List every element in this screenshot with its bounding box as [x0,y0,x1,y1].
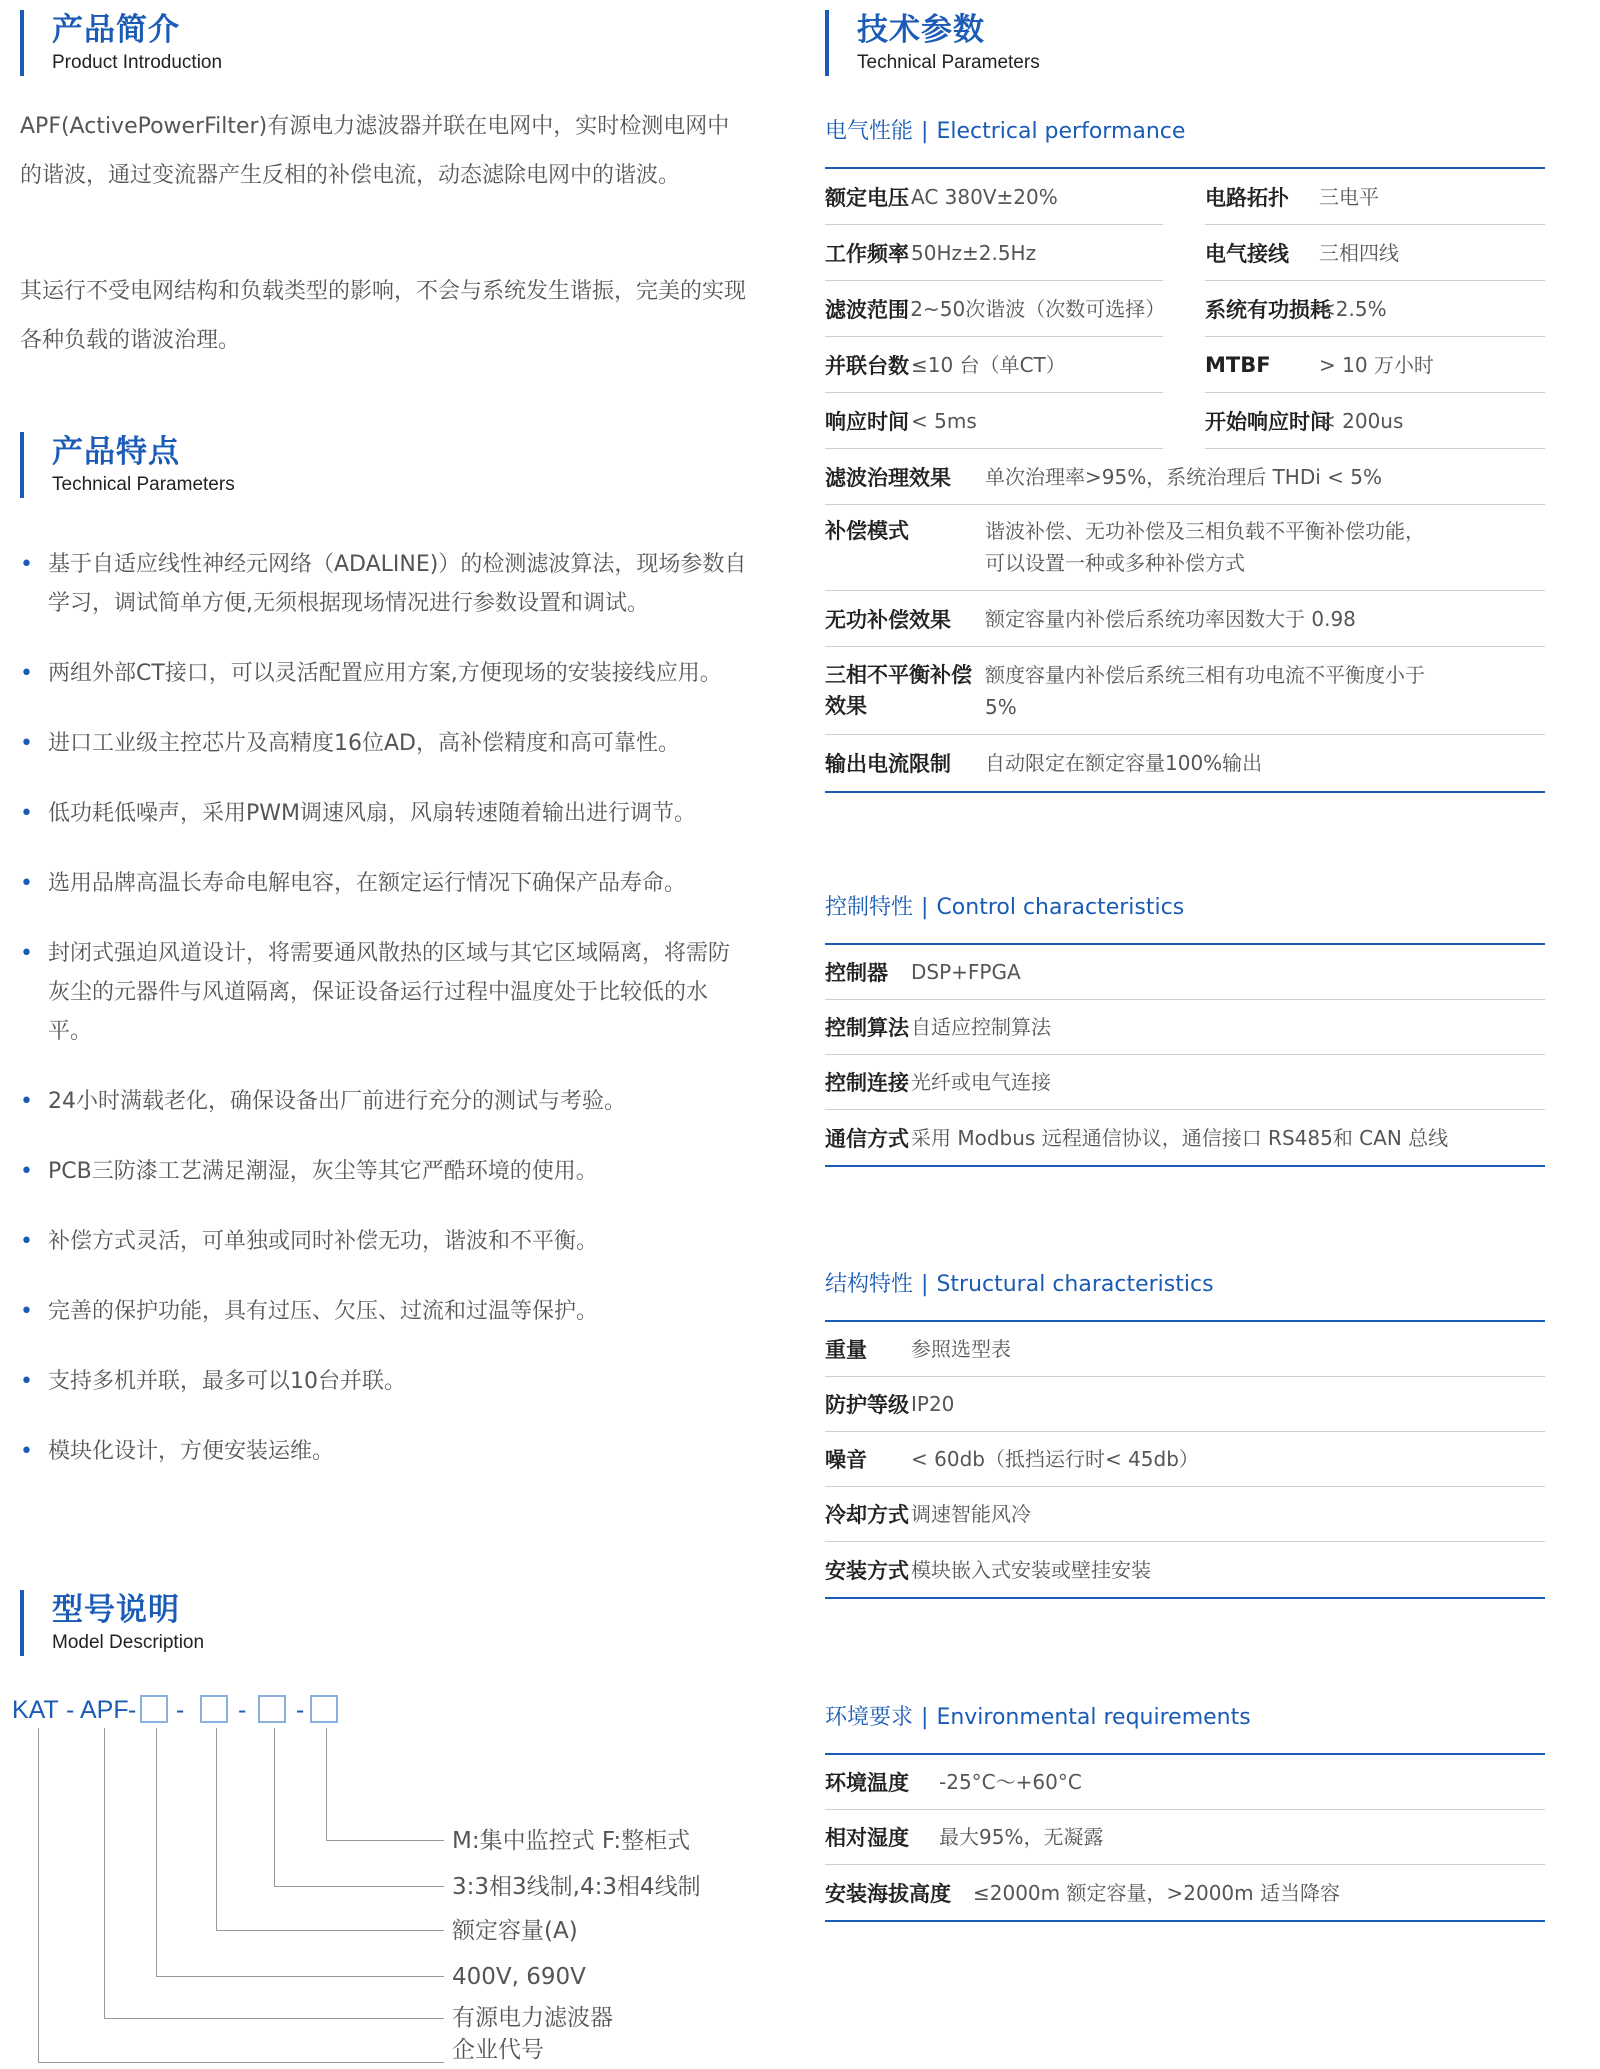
param-value: <2.5% [1319,296,1387,321]
structural-title-zh: 结构特性 [825,1272,914,1297]
param-cell [825,337,1163,393]
environment-title-sep: | [921,1705,929,1730]
param-value: 调速智能风冷 [911,1502,1031,1526]
tech-header [825,10,1040,76]
param-key: 无功补偿效果 [825,607,951,632]
param-key: 控制算法 [825,1016,909,1040]
feature-text: 基于自适应线性神经元网络（ADALINE)）的检测滤波算法，现场参数自学习，调试简单方便,无须根据现场情况进行参数设置和调试。 [48,552,747,616]
param-key: 电路拓扑 [1205,185,1289,210]
param-row [825,393,1545,449]
feature-item [20,864,750,903]
feature-item [20,1362,750,1401]
param-key: 重量 [825,1338,867,1362]
param-key: 滤波范围 [825,297,909,322]
param-row [825,281,1545,337]
feature-text: 封闭式强迫风道设计，将需要通风散热的区域与其它区域隔离，将需防灰尘的元器件与风道隔离，保证设备运行过程中温度处于比较低的水平。 [48,941,731,1044]
param-key: 相对湿度 [825,1826,909,1850]
param-key: 安装方式 [825,1558,909,1583]
param-row [825,945,1545,1000]
bullet-icon: • [20,871,33,896]
param-row [825,505,1545,591]
param-cell [1205,281,1545,337]
feature-item [20,1152,750,1191]
model-line-apf-v [104,1728,105,2018]
feature-item [20,1432,750,1471]
param-value: DSP+FPGA [911,960,1021,984]
param-key: 通信方式 [825,1126,909,1151]
model-code-kat: KAT [12,1696,59,1724]
param-key: 输出电流限制 [825,752,951,776]
model-line-voltage-v [156,1728,157,1976]
param-value: 采用 Modbus 远程通信协议，通信接口 RS485和 CAN 总线 [911,1125,1449,1150]
param-value: ≤10 台（单CT） [911,352,1066,377]
intro-header [20,10,222,76]
bullet-icon: • [20,1439,33,1464]
model-label-wiring: 3:3相3线制,4:3相4线制 [452,1874,701,1900]
model-slot-wiring [258,1695,286,1723]
model-subtitle: Model Description [52,1632,205,1653]
bullet-icon: • [20,1089,33,1114]
model-line-kat-h [38,2062,444,2063]
param-value: 光纤或电气连接 [911,1070,1051,1094]
model-code-dash-3: - [176,1696,185,1724]
param-row [825,591,1545,647]
feature-item [20,724,750,763]
param-value: 额度容量内补偿后系统三相有功电流不平衡度小于5% [985,662,1425,719]
param-key: MTBF [1205,352,1271,377]
param-cell [1205,393,1545,449]
param-row [825,1542,1545,1597]
features-header [20,432,235,498]
structural-title-sep: | [921,1272,929,1297]
structural-table [825,1320,1545,1599]
feature-text: 完善的保护功能，具有过压、欠压、过流和过温等保护。 [48,1299,599,1324]
param-value: AC 380V±20% [911,184,1058,209]
tech-title: 技术参数 [857,12,985,48]
model-line-voltage-h [156,1976,444,1977]
feature-item [20,934,750,1051]
param-key: 冷却方式 [825,1503,909,1527]
feature-item [20,654,750,693]
intro-subtitle: Product Introduction [52,52,223,73]
param-cell [825,169,1163,225]
param-row [825,1487,1545,1542]
model-code-dash-5: - [296,1696,305,1724]
bullet-icon: • [20,1369,33,1394]
param-cell [1205,169,1545,225]
param-row [825,1432,1545,1487]
param-key: 电气接线 [1205,241,1289,266]
structural-title [825,1270,1214,1300]
param-row [825,1865,1545,1920]
environment-title-en: Environmental requirements [936,1705,1251,1730]
intro-paragraph-2: 其运行不受电网结构和负载类型的影响，不会与系统发生谐振，完美的实现各种负载的谐波治理。 [20,279,747,353]
bullet-icon: • [20,1159,33,1184]
feature-text: 选用品牌高温长寿命电解电容，在额定运行情况下确保产品寿命。 [48,871,687,896]
param-row [825,1810,1545,1865]
param-row [825,1377,1545,1432]
param-value: 模块嵌入式安装或壁挂安装 [911,1557,1151,1582]
model-line-wiring-h [274,1886,444,1887]
param-cell [825,225,1163,281]
param-key: 控制器 [825,961,888,985]
param-key: 并联台数 [825,353,909,378]
param-key: 控制连接 [825,1071,909,1095]
param-value: -25°C～+60°C [939,1770,1082,1794]
param-row [825,647,1545,735]
param-row [825,337,1545,393]
control-table [825,943,1545,1167]
feature-text: 两组外部CT接口，可以灵活配置应用方案,方便现场的安装接线应用。 [48,661,722,686]
model-label-voltage: 400V, 690V [452,1964,586,1990]
model-line-type-h [326,1840,444,1841]
param-key: 防护等级 [825,1393,909,1417]
feature-text: 进口工业级主控芯片及高精度16位AD，高补偿精度和高可靠性。 [48,731,680,756]
model-header [20,1590,204,1656]
feature-text: 低功耗低噪声，采用PWM调速风扇，风扇转速随着输出进行调节。 [48,801,697,826]
model-line-kat-v [38,1728,39,2062]
model-label-company: 企业代号 [452,2037,544,2063]
param-value: 单次治理率>95%，系统治理后 THDi < 5% [985,464,1382,489]
model-line-capacity-h [216,1930,444,1931]
param-key: 额定电压 [825,185,909,210]
param-value: IP20 [911,1392,955,1416]
model-code-dash-1: - [66,1696,75,1724]
param-row [825,735,1545,791]
param-row [825,1755,1545,1810]
electrical-title-en: Electrical performance [936,119,1186,144]
feature-list [20,545,750,1502]
control-title [825,893,1184,923]
model-title: 型号说明 [52,1592,180,1628]
features-subtitle: Technical Parameters [52,474,235,495]
param-row [825,169,1545,225]
param-value: 最大95%，无凝露 [939,1825,1104,1849]
param-row [825,1110,1545,1165]
param-key: 补偿模式 [825,519,909,543]
param-value: < 200us [1319,408,1404,433]
feature-item [20,1082,750,1121]
model-slot-capacity [200,1695,228,1723]
model-slot-voltage [140,1695,168,1723]
param-key: 滤波治理效果 [825,465,951,490]
param-cell [1205,337,1545,393]
param-key: 三相不平衡补偿效果 [825,662,972,718]
param-value: < 5ms [911,408,977,433]
electrical-title-sep: | [921,119,929,144]
param-value: 2~50次谐波（次数可选择） [910,296,1166,321]
param-value: 三相四线 [1319,240,1399,265]
param-value: 自动限定在额定容量100%输出 [985,751,1263,775]
intro-paragraph-1: APF(ActivePowerFilter)有源电力滤波器并联在电网中，实时检测电网中的谐波，通过变流器产生反相的补偿电流，动态滤除电网中的谐波。 [20,114,730,188]
feature-item [20,794,750,833]
feature-text: PCB三防漆工艺满足潮湿，灰尘等其它严酷环境的使用。 [48,1159,598,1184]
features-title: 产品特点 [52,434,180,470]
control-title-zh: 控制特性 [825,895,914,920]
param-row [825,1000,1545,1055]
feature-item [20,1292,750,1331]
param-cell [1205,225,1545,281]
model-line-apf-h [104,2018,444,2019]
param-key: 开始响应时间 [1205,409,1331,434]
feature-text: 支持多机并联，最多可以10台并联。 [48,1369,406,1394]
param-value: < 60db（抵挡运行时< 45db） [911,1447,1199,1471]
param-key: 安装海拔高度 [825,1881,951,1906]
param-key: 工作频率 [825,241,909,266]
param-row [825,225,1545,281]
param-value: 额定容量内补偿后系统功率因数大于 0.98 [985,606,1356,631]
model-line-capacity-v [216,1728,217,1930]
param-value: ≤2000m 额定容量，>2000m 适当降容 [973,1880,1340,1905]
feature-item [20,545,750,623]
param-value: 参照选型表 [911,1337,1011,1361]
electrical-title-zh: 电气性能 [825,119,914,144]
bullet-icon: • [20,731,33,756]
model-label-type: M:集中监控式 F:整柜式 [452,1828,691,1854]
intro-title: 产品简介 [52,12,180,48]
param-key: 系统有功损耗 [1205,297,1331,322]
control-title-en: Control characteristics [936,895,1185,920]
environment-title [825,1703,1251,1733]
param-value: 自适应控制算法 [911,1015,1051,1039]
model-code-dash-4: - [238,1696,247,1724]
model-code-apf: APF [80,1696,129,1724]
structural-title-en: Structural characteristics [936,1272,1214,1297]
model-slot-type [310,1695,338,1723]
bullet-icon: • [20,661,33,686]
feature-text: 模块化设计，方便安装运维。 [48,1439,335,1464]
electrical-title [825,117,1185,147]
param-value: 谐波补偿、无功补偿及三相负载不平衡补偿功能，可以设置一种或多种补偿方式 [985,519,1425,575]
electrical-table [825,167,1545,793]
bullet-icon: • [20,941,33,966]
control-title-sep: | [921,895,929,920]
bullet-icon: • [20,552,33,577]
model-label-apf: 有源电力滤波器 [452,2005,613,2031]
param-value: > 10 万小时 [1319,352,1434,377]
bullet-icon: • [20,801,33,826]
param-key: 环境温度 [825,1771,909,1795]
environment-title-zh: 环境要求 [825,1705,914,1730]
param-row [825,1322,1545,1377]
model-label-capacity: 额定容量(A) [452,1918,578,1944]
param-cell [825,281,1166,337]
feature-text: 24小时满载老化，确保设备出厂前进行充分的测试与考验。 [48,1089,626,1114]
param-cell [825,393,1163,449]
tech-subtitle: Technical Parameters [857,52,1040,73]
environment-table [825,1753,1545,1922]
model-code-dash-2: - [128,1696,137,1724]
param-row [825,449,1545,505]
param-key: 响应时间 [825,409,909,434]
feature-text: 补偿方式灵活，可单独或同时补偿无功，谐波和不平衡。 [48,1229,599,1254]
param-key: 噪音 [825,1448,867,1472]
feature-item [20,1222,750,1261]
param-row [825,1055,1545,1110]
param-value: 三电平 [1319,184,1379,209]
bullet-icon: • [20,1299,33,1324]
model-line-wiring-v [274,1728,275,1886]
model-line-type-v [326,1728,327,1840]
bullet-icon: • [20,1229,33,1254]
param-value: 50Hz±2.5Hz [911,240,1037,265]
